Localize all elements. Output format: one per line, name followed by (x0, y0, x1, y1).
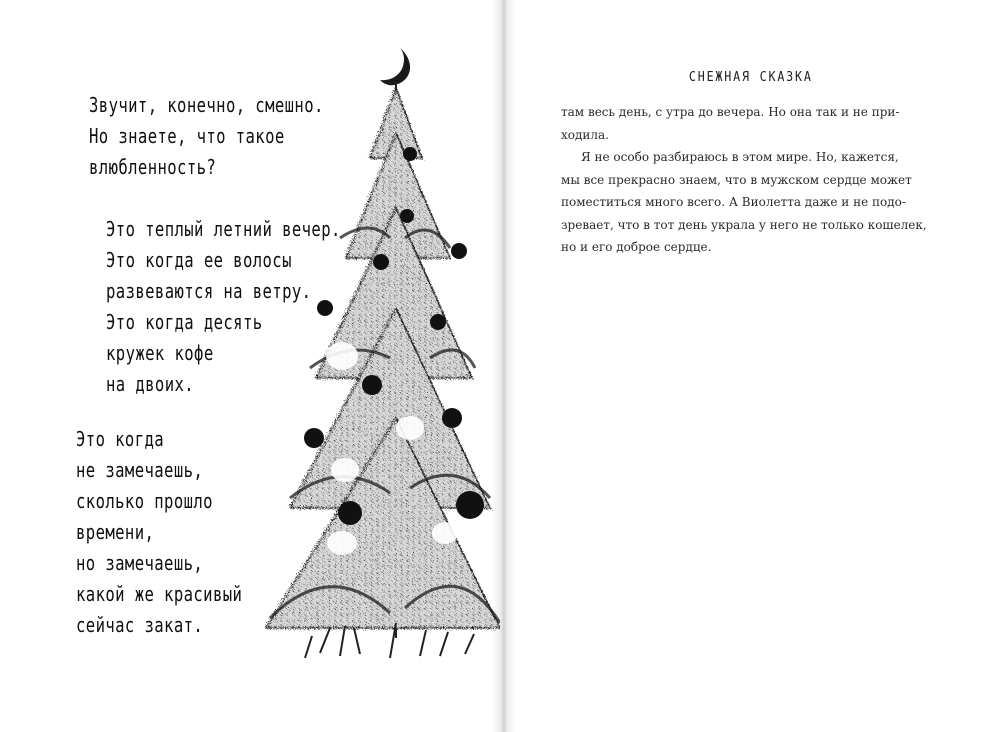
text-line: но и его доброе сердце. (561, 240, 712, 254)
text-line: поместиться много всего. А Виолетта даже и не подо- (561, 195, 906, 209)
poem-line: но замечаешь, (76, 551, 204, 575)
text-line: мы все прекрасно знаем, что в мужском сердце может (561, 172, 912, 187)
body-text (561, 101, 926, 259)
book-gutter-shadow (492, 0, 516, 732)
poem-line: развеваются на ветру. (106, 279, 312, 303)
poem-line: Это когда ее волосы (106, 248, 292, 272)
poem-line: сколько прошло (76, 489, 213, 513)
poem-line: не замечаешь, (76, 458, 204, 482)
poem-line: какой же красивый (76, 582, 243, 606)
poem-stanza-3 (76, 424, 242, 641)
crescent-moon-icon (380, 48, 410, 85)
running-header-text: СНЕЖНАЯ СКАЗКА (688, 70, 813, 85)
right-page (500, 0, 1001, 732)
poem-line: кружек кофе (106, 341, 214, 365)
poem-line: Это когда (76, 427, 165, 451)
poem-line: Это когда десять (106, 310, 263, 334)
text-line: ходила. (561, 127, 609, 142)
running-header (500, 70, 1001, 85)
text-line: Я не особо разбираюсь в этом мире. Но, кажется, (581, 150, 899, 164)
poem-line: времени, (76, 520, 155, 544)
text-line: там весь день, с утра до вечера. Но она так и не при- (561, 105, 900, 119)
text-line: зревает, что в тот день украла у него не только кошелек, (561, 217, 927, 232)
left-page (0, 0, 500, 732)
poem-line: на двоих. (106, 372, 195, 396)
poem-line: Звучит, конечно, смешно. (89, 93, 324, 117)
poem-line: влюбленность? (89, 155, 217, 179)
poem-line: Это теплый летний вечер. (106, 217, 341, 241)
poem-line: сейчас закат. (76, 613, 204, 637)
poem-line: Но знаете, что такое (89, 124, 285, 148)
christmas-tree-illustration (250, 38, 500, 674)
